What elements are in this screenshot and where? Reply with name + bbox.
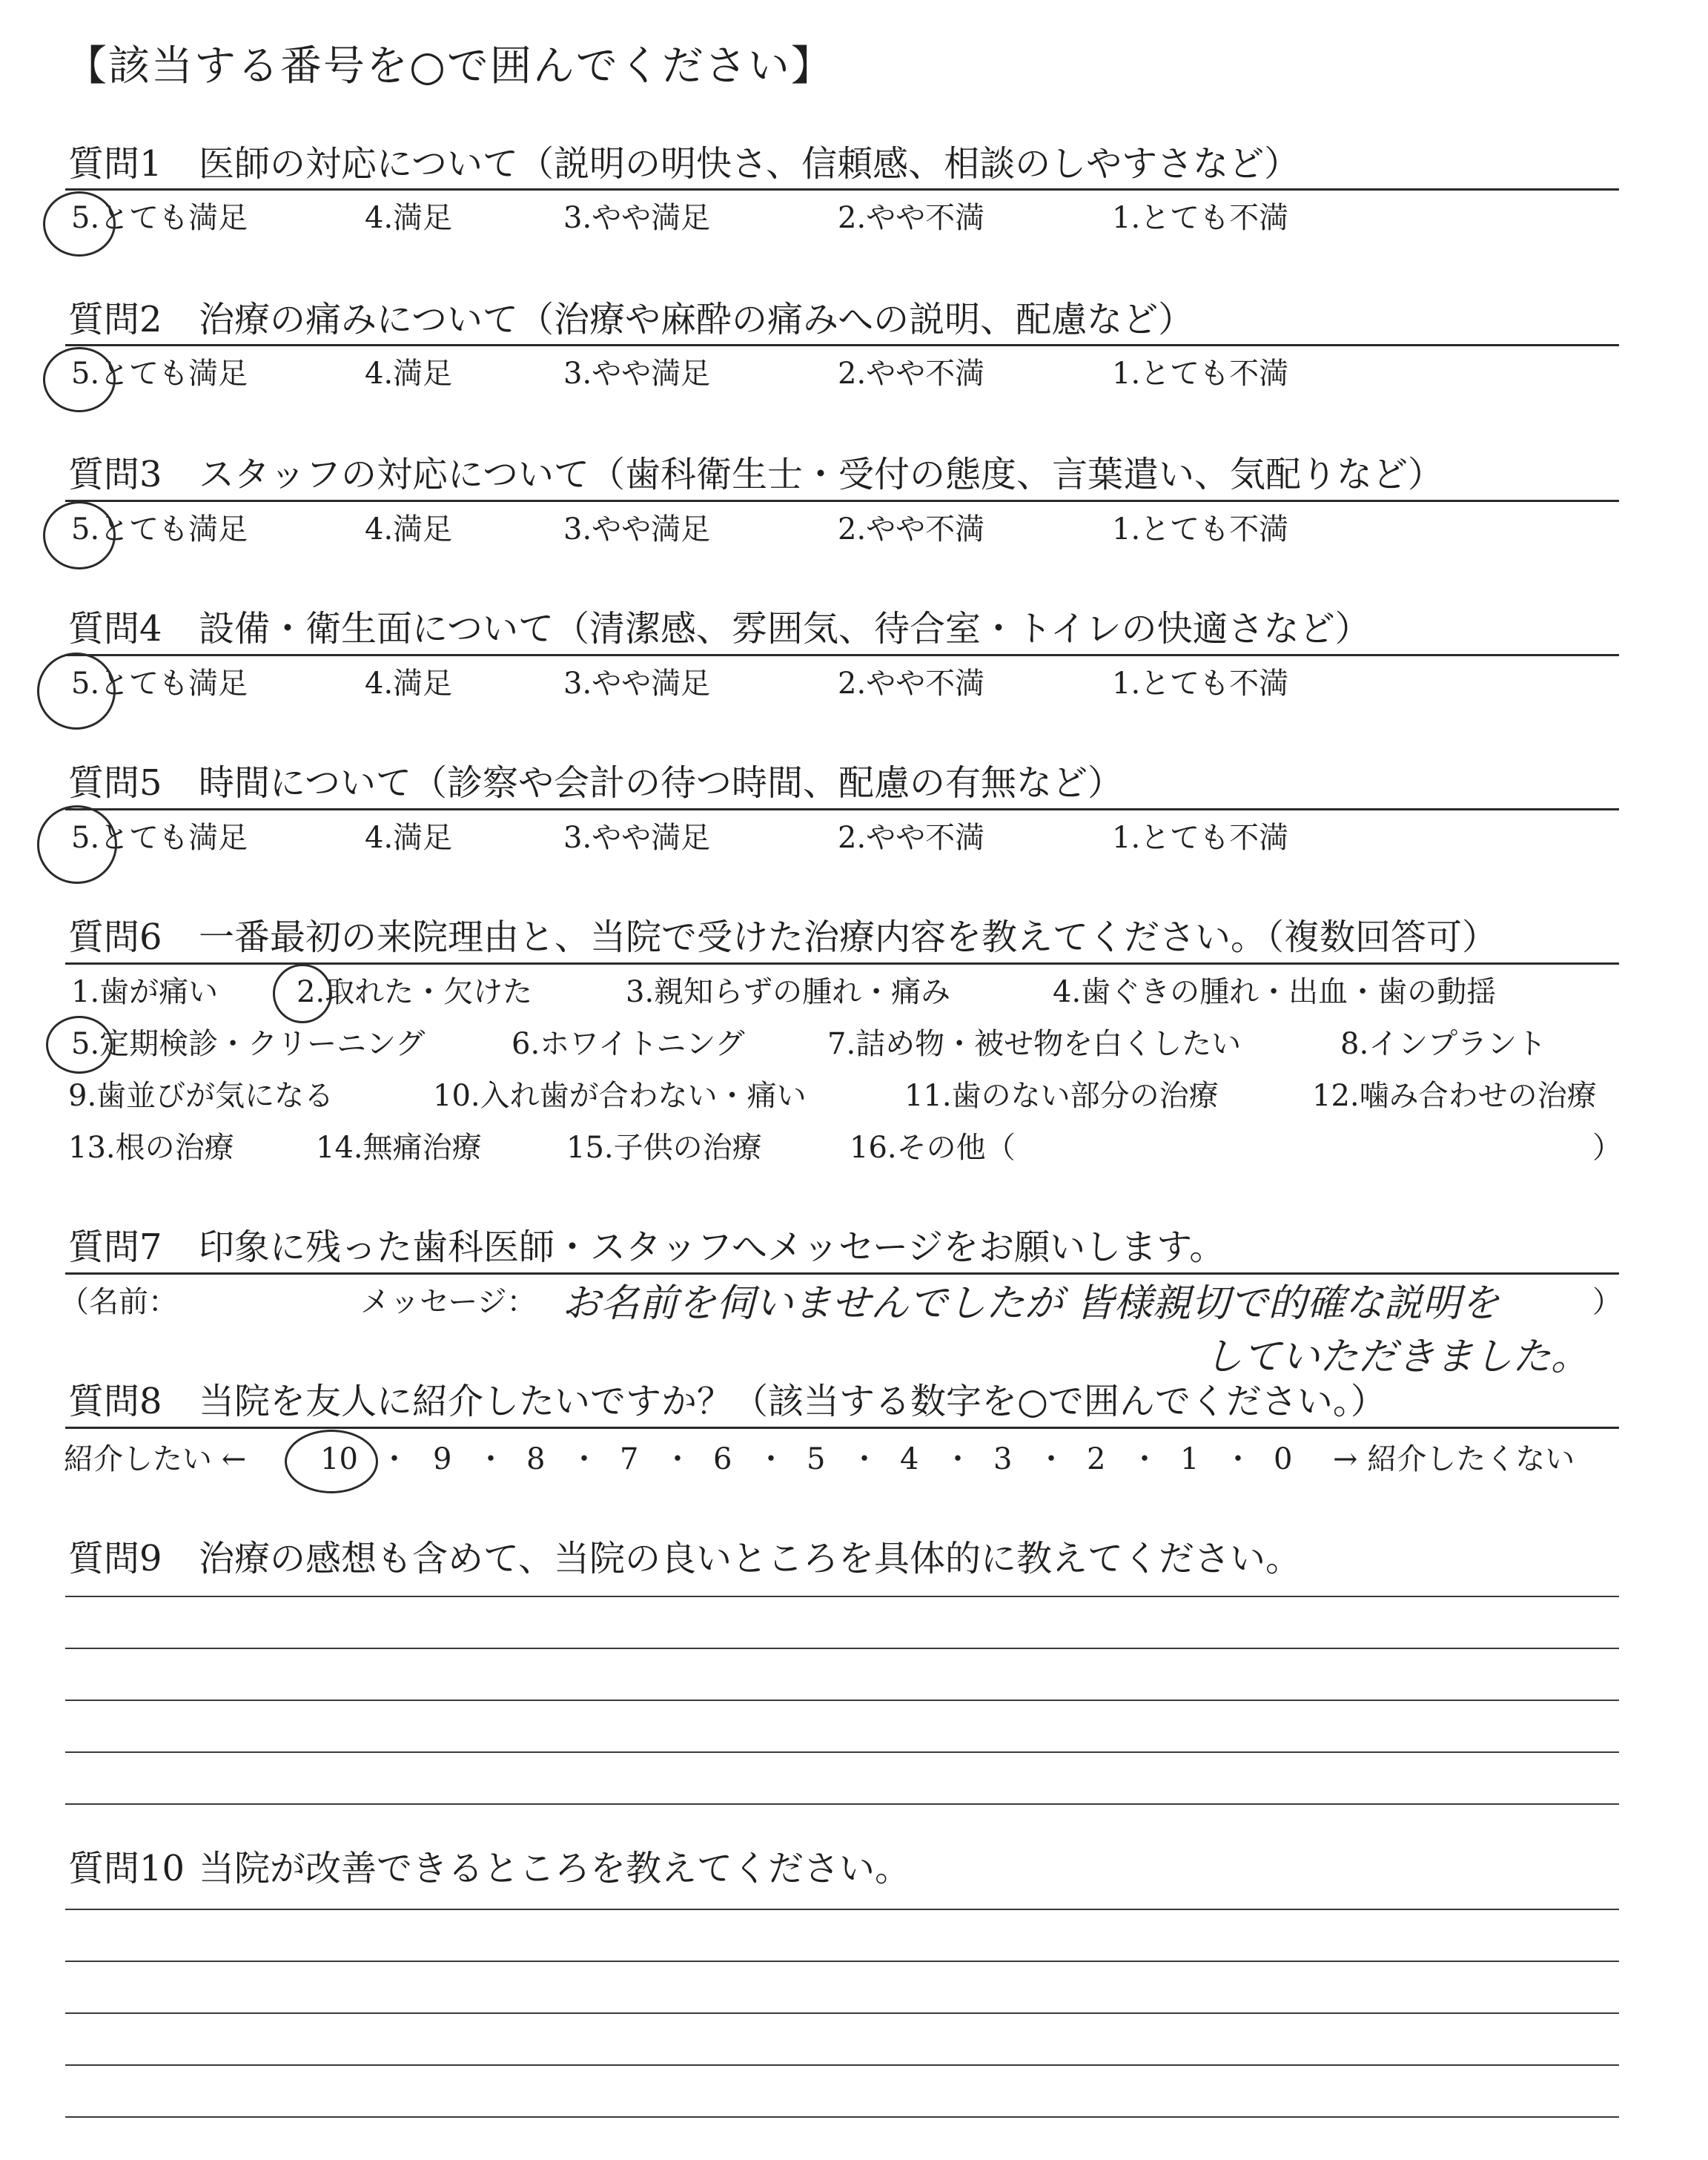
- q2-option-3[interactable]: 3.やや満足: [563, 357, 711, 391]
- q2-option-5[interactable]: 5.とても満足: [71, 357, 248, 391]
- q5-option-2[interactable]: 2.やや不満: [838, 821, 985, 855]
- q10-answer-line: [65, 1909, 1619, 1910]
- q5-option-5[interactable]: 5.とても満足: [71, 821, 248, 855]
- q6-option-13[interactable]: 13.根の治療: [68, 1131, 234, 1165]
- q8-left-label: 紹介したい ←: [64, 1442, 247, 1476]
- q3-selected-circle: [43, 501, 116, 569]
- q8-scale-3[interactable]: 3: [993, 1442, 1013, 1476]
- q8-sep: ・: [756, 1442, 786, 1476]
- q2-option-2[interactable]: 2.やや不満: [838, 357, 985, 391]
- q5-label: 質問5: [68, 762, 162, 804]
- q8-scale-9[interactable]: 9: [433, 1442, 452, 1476]
- q7-underline: [65, 1272, 1619, 1275]
- q10-answer-line: [65, 1961, 1619, 1962]
- q4-text: 設備・衛生面について（清潔感、雰囲気、待合室・トイレの快適さなど）: [199, 608, 1371, 650]
- q6-option-11[interactable]: 11.歯のない部分の治療: [904, 1079, 1219, 1113]
- q3-underline: [65, 500, 1619, 502]
- q4-selected-circle: [37, 653, 116, 730]
- q10-answer-line: [65, 2064, 1619, 2066]
- q9-label: 質問9: [68, 1538, 162, 1579]
- q2-label: 質問2: [68, 299, 162, 340]
- q6-label: 質問6: [68, 916, 162, 958]
- q8-scale-7[interactable]: 7: [620, 1442, 639, 1476]
- q6-option-15[interactable]: 15.子供の治療: [566, 1131, 762, 1165]
- q8-underline: [65, 1427, 1619, 1429]
- q1-underline: [65, 188, 1619, 191]
- q8-selected-circle: [285, 1430, 378, 1493]
- q3-text: スタッフの対応について（歯科衛生士・受付の態度、言葉遣い、気配りなど）: [199, 454, 1444, 495]
- q2-underline: [65, 344, 1619, 346]
- q5-selected-circle: [37, 805, 117, 884]
- q10-answer-line: [65, 2012, 1619, 2014]
- q9-answer-line: [65, 1803, 1619, 1805]
- q3-option-5[interactable]: 5.とても満足: [71, 512, 248, 546]
- q8-scale-5[interactable]: 5: [807, 1442, 826, 1476]
- q6-option-5[interactable]: 5.定期検診・クリーニング: [71, 1027, 426, 1061]
- q8-sep: ・: [1130, 1442, 1159, 1476]
- q3-option-3[interactable]: 3.やや満足: [563, 512, 711, 546]
- q10-answer-line: [65, 2116, 1619, 2118]
- q2-option-1[interactable]: 1.とても不満: [1112, 357, 1289, 391]
- q9-answer-line: [65, 1751, 1619, 1753]
- q7-handwritten-message-line2: していただきました。: [1204, 1335, 1590, 1379]
- q6-option-12[interactable]: 12.噛み合わせの治療: [1312, 1079, 1597, 1113]
- q4-underline: [65, 654, 1619, 656]
- q4-label: 質問4: [68, 608, 162, 650]
- q6-option-16[interactable]: 16.その他（: [850, 1131, 1016, 1165]
- q3-option-2[interactable]: 2.やや不満: [838, 512, 985, 546]
- q8-scale-2[interactable]: 2: [1087, 1442, 1106, 1476]
- q4-option-2[interactable]: 2.やや不満: [838, 667, 985, 701]
- q8-sep: ・: [476, 1442, 506, 1476]
- q6-option-7[interactable]: 7.詰め物・被せ物を白くしたい: [827, 1027, 1242, 1061]
- q1-selected-circle: [43, 191, 116, 257]
- q2-text: 治療の痛みについて（治療や麻酔の痛みへの説明、配慮など）: [199, 299, 1194, 340]
- q1-option-3[interactable]: 3.やや満足: [563, 201, 711, 235]
- q8-scale-0[interactable]: 0: [1274, 1442, 1293, 1476]
- q8-sep: ・: [850, 1442, 879, 1476]
- q7-name-label: （名前：: [59, 1285, 178, 1319]
- q4-option-1[interactable]: 1.とても不満: [1112, 667, 1289, 701]
- page-title: 【該当する番号を○で囲んでください】: [65, 42, 834, 90]
- q6-other-close-paren: ）: [1592, 1131, 1622, 1165]
- q10-text: 当院が改善できるところを教えてください。: [199, 1848, 911, 1889]
- q1-option-4[interactable]: 4.満足: [365, 201, 453, 235]
- q5-option-4[interactable]: 4.満足: [365, 821, 453, 855]
- q8-scale-4[interactable]: 4: [900, 1442, 919, 1476]
- q8-scale-1[interactable]: 1: [1180, 1442, 1199, 1476]
- q6-option-1[interactable]: 1.歯が痛い: [71, 975, 219, 1009]
- q1-option-1[interactable]: 1.とても不満: [1112, 201, 1289, 235]
- q8-sep: ・: [663, 1442, 692, 1476]
- q7-label: 質問7: [68, 1226, 162, 1268]
- q3-label: 質問3: [68, 454, 162, 495]
- q1-label: 質問1: [68, 143, 162, 185]
- q6-option-2[interactable]: 2.取れた・欠けた: [297, 975, 533, 1009]
- q5-option-1[interactable]: 1.とても不満: [1112, 821, 1289, 855]
- q3-option-4[interactable]: 4.満足: [365, 512, 453, 546]
- q8-sep: ・: [380, 1442, 409, 1476]
- q6-selected-circle-2: [273, 964, 332, 1023]
- q8-sep: ・: [1036, 1442, 1066, 1476]
- q8-scale-8[interactable]: 8: [526, 1442, 546, 1476]
- q7-text: 印象に残った歯科医師・スタッフへメッセージをお願いします。: [199, 1226, 1225, 1268]
- q8-sep: ・: [943, 1442, 973, 1476]
- q6-option-8[interactable]: 8.インプラント: [1340, 1027, 1547, 1061]
- q1-option-5[interactable]: 5.とても満足: [71, 201, 248, 235]
- q2-selected-circle: [43, 347, 116, 412]
- q7-handwritten-message-line1: お名前を伺いませんでしたが 皆様親切で的確な説明を: [562, 1281, 1500, 1326]
- q8-right-label: → 紹介したくない: [1333, 1442, 1575, 1476]
- q6-option-3[interactable]: 3.親知らずの腫れ・痛み: [626, 975, 951, 1009]
- q7-message-label: メッセージ：: [360, 1285, 537, 1319]
- q8-label: 質問8: [68, 1381, 162, 1422]
- q6-option-6[interactable]: 6.ホワイトニング: [512, 1027, 745, 1061]
- q6-selected-circle-5: [46, 1016, 113, 1074]
- q1-text: 医師の対応について（説明の明快さ、信頼感、相談のしやすさなど）: [199, 143, 1300, 185]
- q6-option-9[interactable]: 9.歯並びが気になる: [68, 1079, 334, 1113]
- q9-answer-line: [65, 1700, 1619, 1701]
- q9-text: 治療の感想も含めて、当院の良いところを具体的に教えてください。: [199, 1538, 1302, 1579]
- q10-label: 質問10: [68, 1848, 185, 1889]
- q6-option-14[interactable]: 14.無痛治療: [316, 1131, 482, 1165]
- q8-text: 当院を友人に紹介したいですか？（該当する数字を○で囲んでください。）: [199, 1381, 1386, 1422]
- q6-option-4[interactable]: 4.歯ぐきの腫れ・出血・歯の動揺: [1053, 975, 1497, 1009]
- q8-sep: ・: [569, 1442, 599, 1476]
- q5-text: 時間について（診察や会計の待つ時間、配慮の有無など）: [199, 762, 1124, 804]
- q4-option-4[interactable]: 4.満足: [365, 667, 453, 701]
- q8-scale-10[interactable]: 10: [320, 1442, 358, 1476]
- q5-option-3[interactable]: 3.やや満足: [563, 821, 711, 855]
- q4-option-5[interactable]: 5.とても満足: [71, 667, 248, 701]
- q9-answer-line: [65, 1648, 1619, 1649]
- q5-underline: [65, 808, 1619, 810]
- q8-scale-6[interactable]: 6: [713, 1442, 732, 1476]
- q9-answer-line: [65, 1596, 1619, 1597]
- q8-sep: ・: [1223, 1442, 1253, 1476]
- q7-close-paren: ）: [1592, 1285, 1622, 1319]
- q4-option-3[interactable]: 3.やや満足: [563, 667, 711, 701]
- q2-option-4[interactable]: 4.満足: [365, 357, 453, 391]
- q3-option-1[interactable]: 1.とても不満: [1112, 512, 1289, 546]
- q6-option-10[interactable]: 10.入れ歯が合わない・痛い: [433, 1079, 807, 1113]
- q6-text: 一番最初の来院理由と、当院で受けた治療内容を教えてください。（複数回答可）: [199, 916, 1498, 958]
- q1-option-2[interactable]: 2.やや不満: [838, 201, 985, 235]
